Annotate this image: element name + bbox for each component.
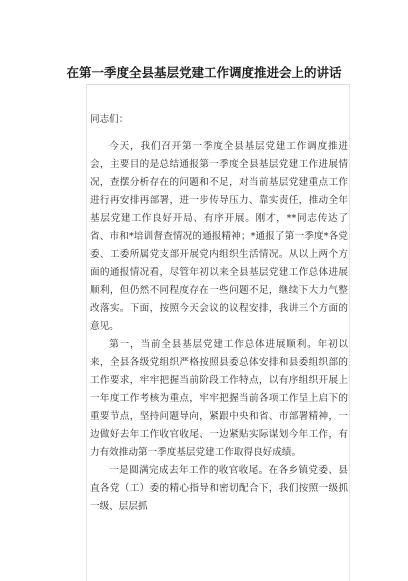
document-title: 在第一季度全县基层党建工作调度推进会上的讲话 <box>66 65 342 80</box>
paragraph-first-point: 第一，当前全县基层党建工作总体进展顺利。年初以来，全县各级党组织严格按照县委总体安排和县委组织部的工作要求，牢牢把握当前阶段工作特点，以有序组织开展上一年度工作考核为重点，牢牢把握当前各项工作呈上启下的重要节点，坚持问题导向，紧跟中央和省、市部署精神，一边做好去年工作收官收尾、一边紧贴实际谋划今年工作，有力有效推动第一季度基层党建工作取得良好成绩。 <box>90 339 348 458</box>
paragraph-subpoint-one: 一是圆满完成去年工作的收官收尾。在各乡镇党委、县直各党（工）委的精心指导和密切配合下，我们按照一级抓一级、层层抓 <box>90 465 348 512</box>
paragraph-intro: 今天，我们召开第一季度全县基层党建工作调度推进会，主要目的是总结通报第一季度全县基层党建工作进展情况，查摆分析存在的问题和不足，对当前基层党建重点工作进行再安排再部署，进一步传导压力、靠实责任，推动全年基层党建工作良好开局、有序开展。刚才，**同志传达了省、市和*培训督查情况的通报精神；*通报了第一季度*各党委、工委所属党支部开展党内组织生活情况。从以上两个方面的通报情况看，尽管年初以来全县基层党建工作总体进展顺利，但仍然不同程度存在一些问题不足，继续下大力气整改落实。下面，按照今天会议的议程安排，我讲三个方面的意见。 <box>90 141 348 332</box>
document-body <box>90 111 348 516</box>
salutation: 同志们： <box>90 114 129 125</box>
